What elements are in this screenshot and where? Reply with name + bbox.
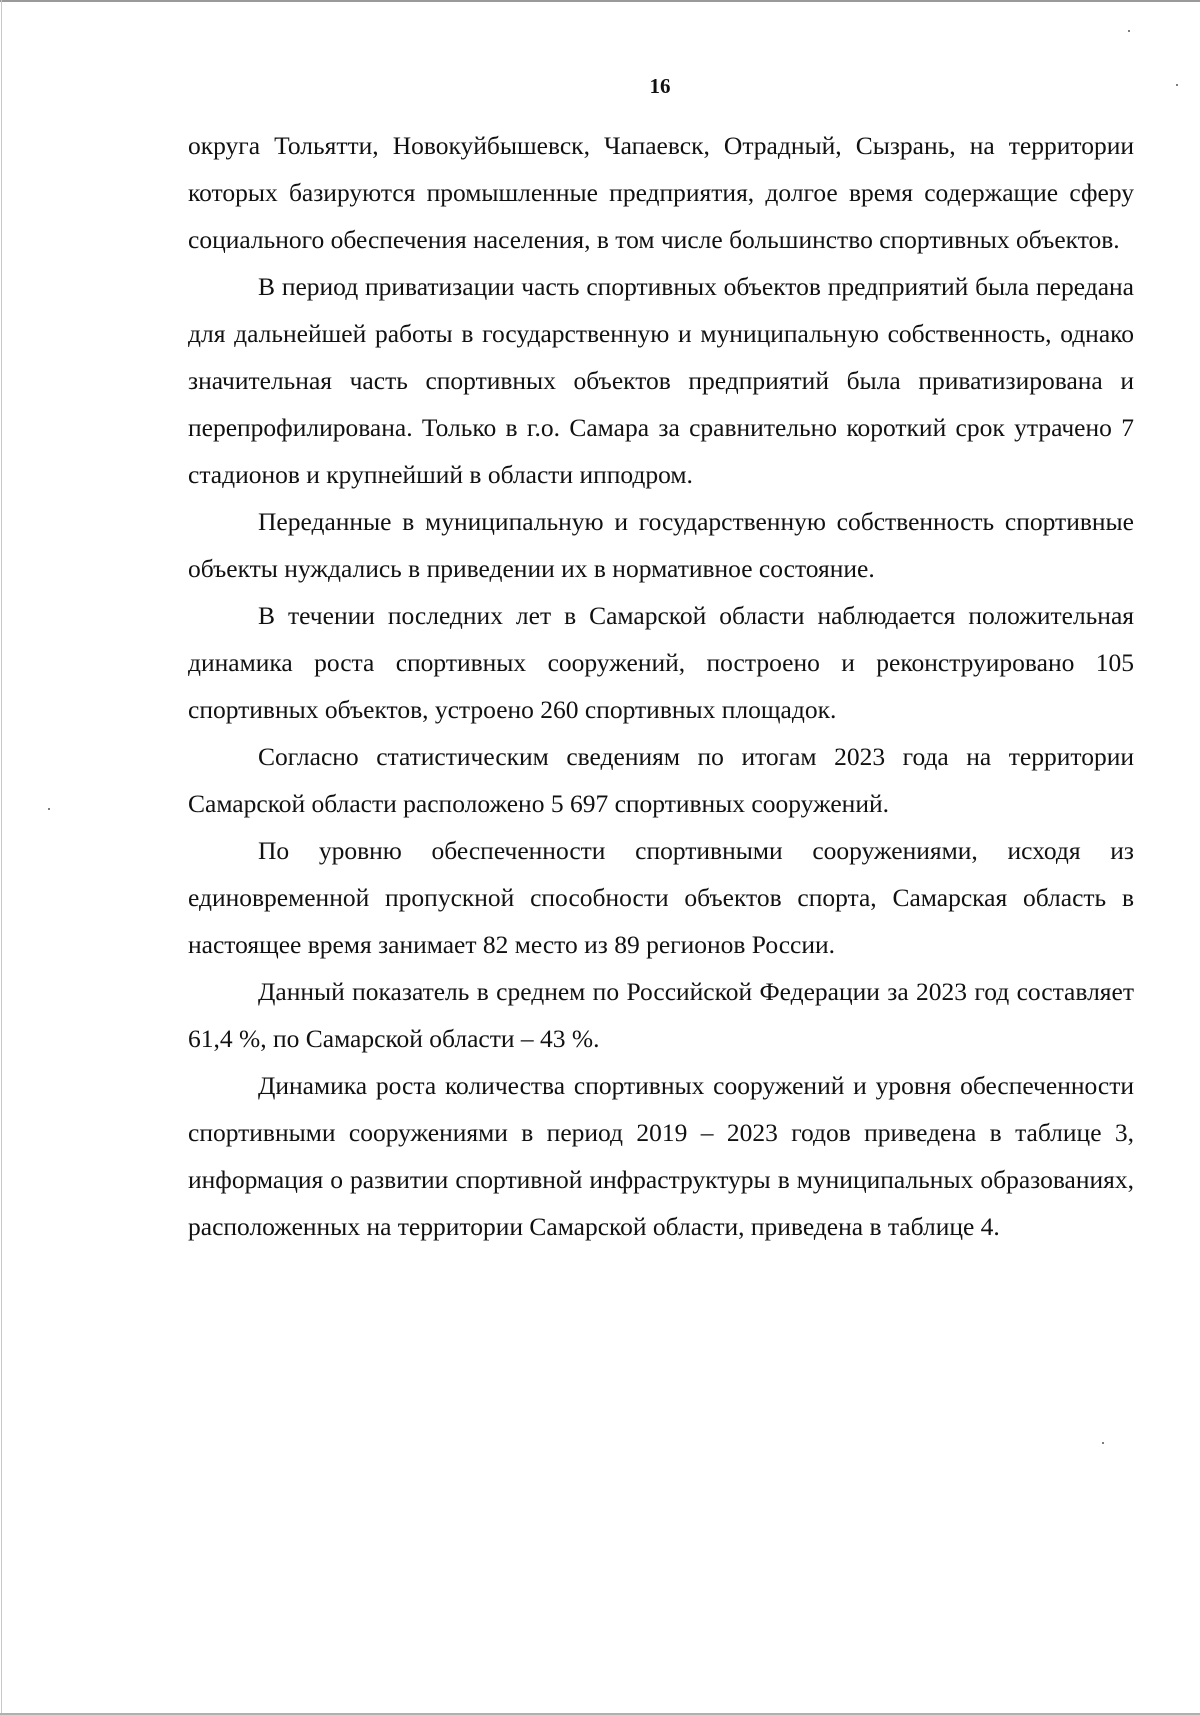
scan-top-edge [0,0,1200,2]
paragraph: В период приватизации часть спортивных объектов предприятий была передана для дальнейшей работы в государственную и муниципальную собственность, однако значительная часть спортивных объектов предприятий была приватизирована и перепрофилирована. Только в г.о. Самара за сравнительно короткий срок утрачено 7 стадионов и крупнейший в области ипподром. [188,272,1134,489]
scan-speck [48,808,50,810]
paragraph: Динамика роста количества спортивных сооружений и уровня обеспеченности спортивными сооружениями в период 2019 – 2023 годов приведена в таблице 3, информация о развитии спортивной инфраструктуры в муниципальных образованиях, расположенных на территории Самарской области, приведена в таблице 4. [188,1071,1134,1241]
scan-speck [1128,30,1130,32]
page-number: 16 [649,74,671,98]
paragraph: Согласно статистическим сведениям по итогам 2023 года на территории Самарской области расположено 5 697 спортивных сооружений. [188,742,1134,818]
paragraph: В течении последних лет в Самарской области наблюдается положительная динамика роста спортивных сооружений, построено и реконструировано 105 спортивных объектов, устроено 260 спортивных площадок. [188,601,1134,724]
paragraph: Данный показатель в среднем по Российской Федерации за 2023 год составляет 61,4 %, по Самарской области – 43 %. [188,977,1134,1053]
document-body [188,122,1134,1250]
paragraph: округа Тольятти, Новокуйбышевск, Чапаевск, Отрадный, Сызрань, на территории которых базируются промышленные предприятия, долгое время содержащие сферу социального обеспечения населения, в том числе большинство спортивных объектов. [188,131,1134,254]
paragraph: По уровню обеспеченности спортивными сооружениями, исходя из единовременной пропускной способности объектов спорта, Самарская область в настоящее время занимает 82 место из 89 регионов России. [188,836,1134,959]
scan-speck [1102,1442,1104,1444]
scan-left-edge [1,0,2,1715]
paragraph: Переданные в муниципальную и государственную собственность спортивные объекты нуждались в приведении их в нормативное состояние. [188,507,1134,583]
